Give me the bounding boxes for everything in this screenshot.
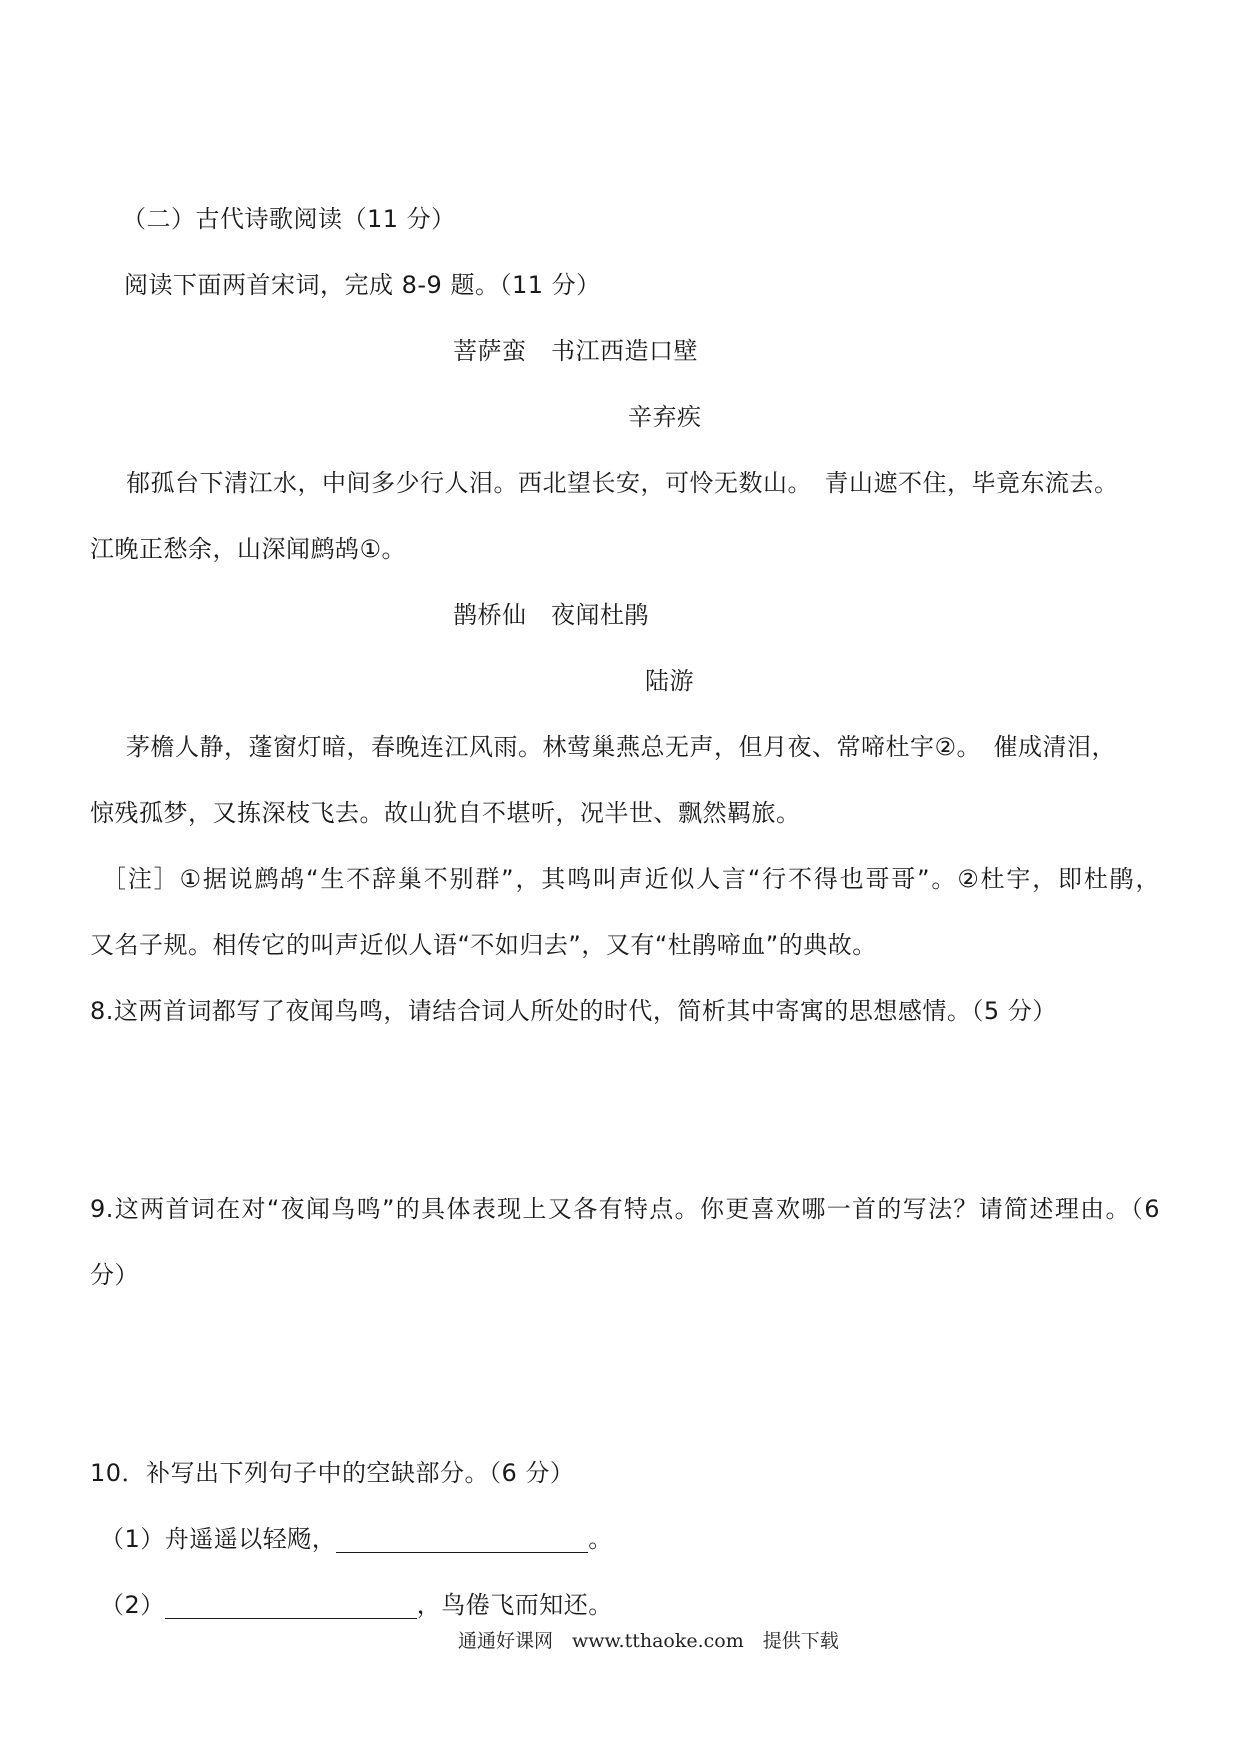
question-9-line-2: 分）	[90, 1261, 139, 1289]
section-heading: （二）古代诗歌阅读（11 分）	[122, 205, 456, 233]
poem1-author: 辛弃疾	[628, 403, 702, 431]
poem1-line-2: 江晚正愁余，山深闻鹧鸪①。	[90, 535, 407, 563]
question-10-item-2	[100, 1588, 613, 1622]
item-2-answer-blank[interactable]	[165, 1594, 417, 1619]
poem2-line-1: 茅檐人静，蓬窗灯暗，春晚连江风雨。林莺巢燕总无声，但月夜、常啼杜宇②。 催成清泪，	[126, 733, 1117, 761]
page-footer: 通通好课网 www.tthaoke.com 提供下载	[458, 1630, 839, 1652]
question-8: 8.这两首词都写了夜闻鸟鸣，请结合词人所处的时代，简析其中寄寓的思想感情。（5 分）	[90, 997, 1057, 1025]
question-9-line-1: 9.这两首词在对“夜闻鸟鸣”的具体表现上又各有特点。你更喜欢哪一首的写法？请简述理由。（6	[90, 1195, 1160, 1223]
question-10-heading: 10．补写出下列句子中的空缺部分。（6 分）	[90, 1459, 575, 1487]
item-2-prefix: （2）	[100, 1591, 165, 1619]
item-1-answer-blank[interactable]	[336, 1528, 588, 1553]
notes-line-2: 又名子规。相传它的叫声近似人语“不如归去”，又有“杜鹃啼血”的典故。	[90, 931, 877, 959]
poem1-line-1: 郁孤台下清江水，中间多少行人泪。西北望长安，可怜无数山。 青山遮不住，毕竟东流去。	[126, 469, 1119, 497]
poem1-title: 菩萨蛮 书江西造口壁	[453, 337, 698, 365]
notes-line-1: ［注］①据说鹧鸪“生不辞巢不别群”，其鸣叫声近似人言“行不得也哥哥”。②杜宇，即杜鹃，	[102, 865, 1160, 893]
item-2-suffix: ，鸟倦飞而知还。	[416, 1591, 613, 1619]
question-10-item-1	[100, 1522, 613, 1556]
poem2-author: 陆游	[645, 667, 694, 695]
item-1-suffix: 。	[588, 1525, 613, 1553]
item-1-prefix: （1）舟遥遥以轻飏，	[100, 1525, 337, 1553]
poem2-line-2: 惊残孤梦，又拣深枝飞去。故山犹自不堪听，况半世、飘然羁旅。	[90, 799, 801, 827]
section-instruction: 阅读下面两首宋词，完成 8-9 题。（11 分）	[124, 271, 601, 299]
poem2-title: 鹊桥仙 夜闻杜鹃	[453, 601, 649, 629]
